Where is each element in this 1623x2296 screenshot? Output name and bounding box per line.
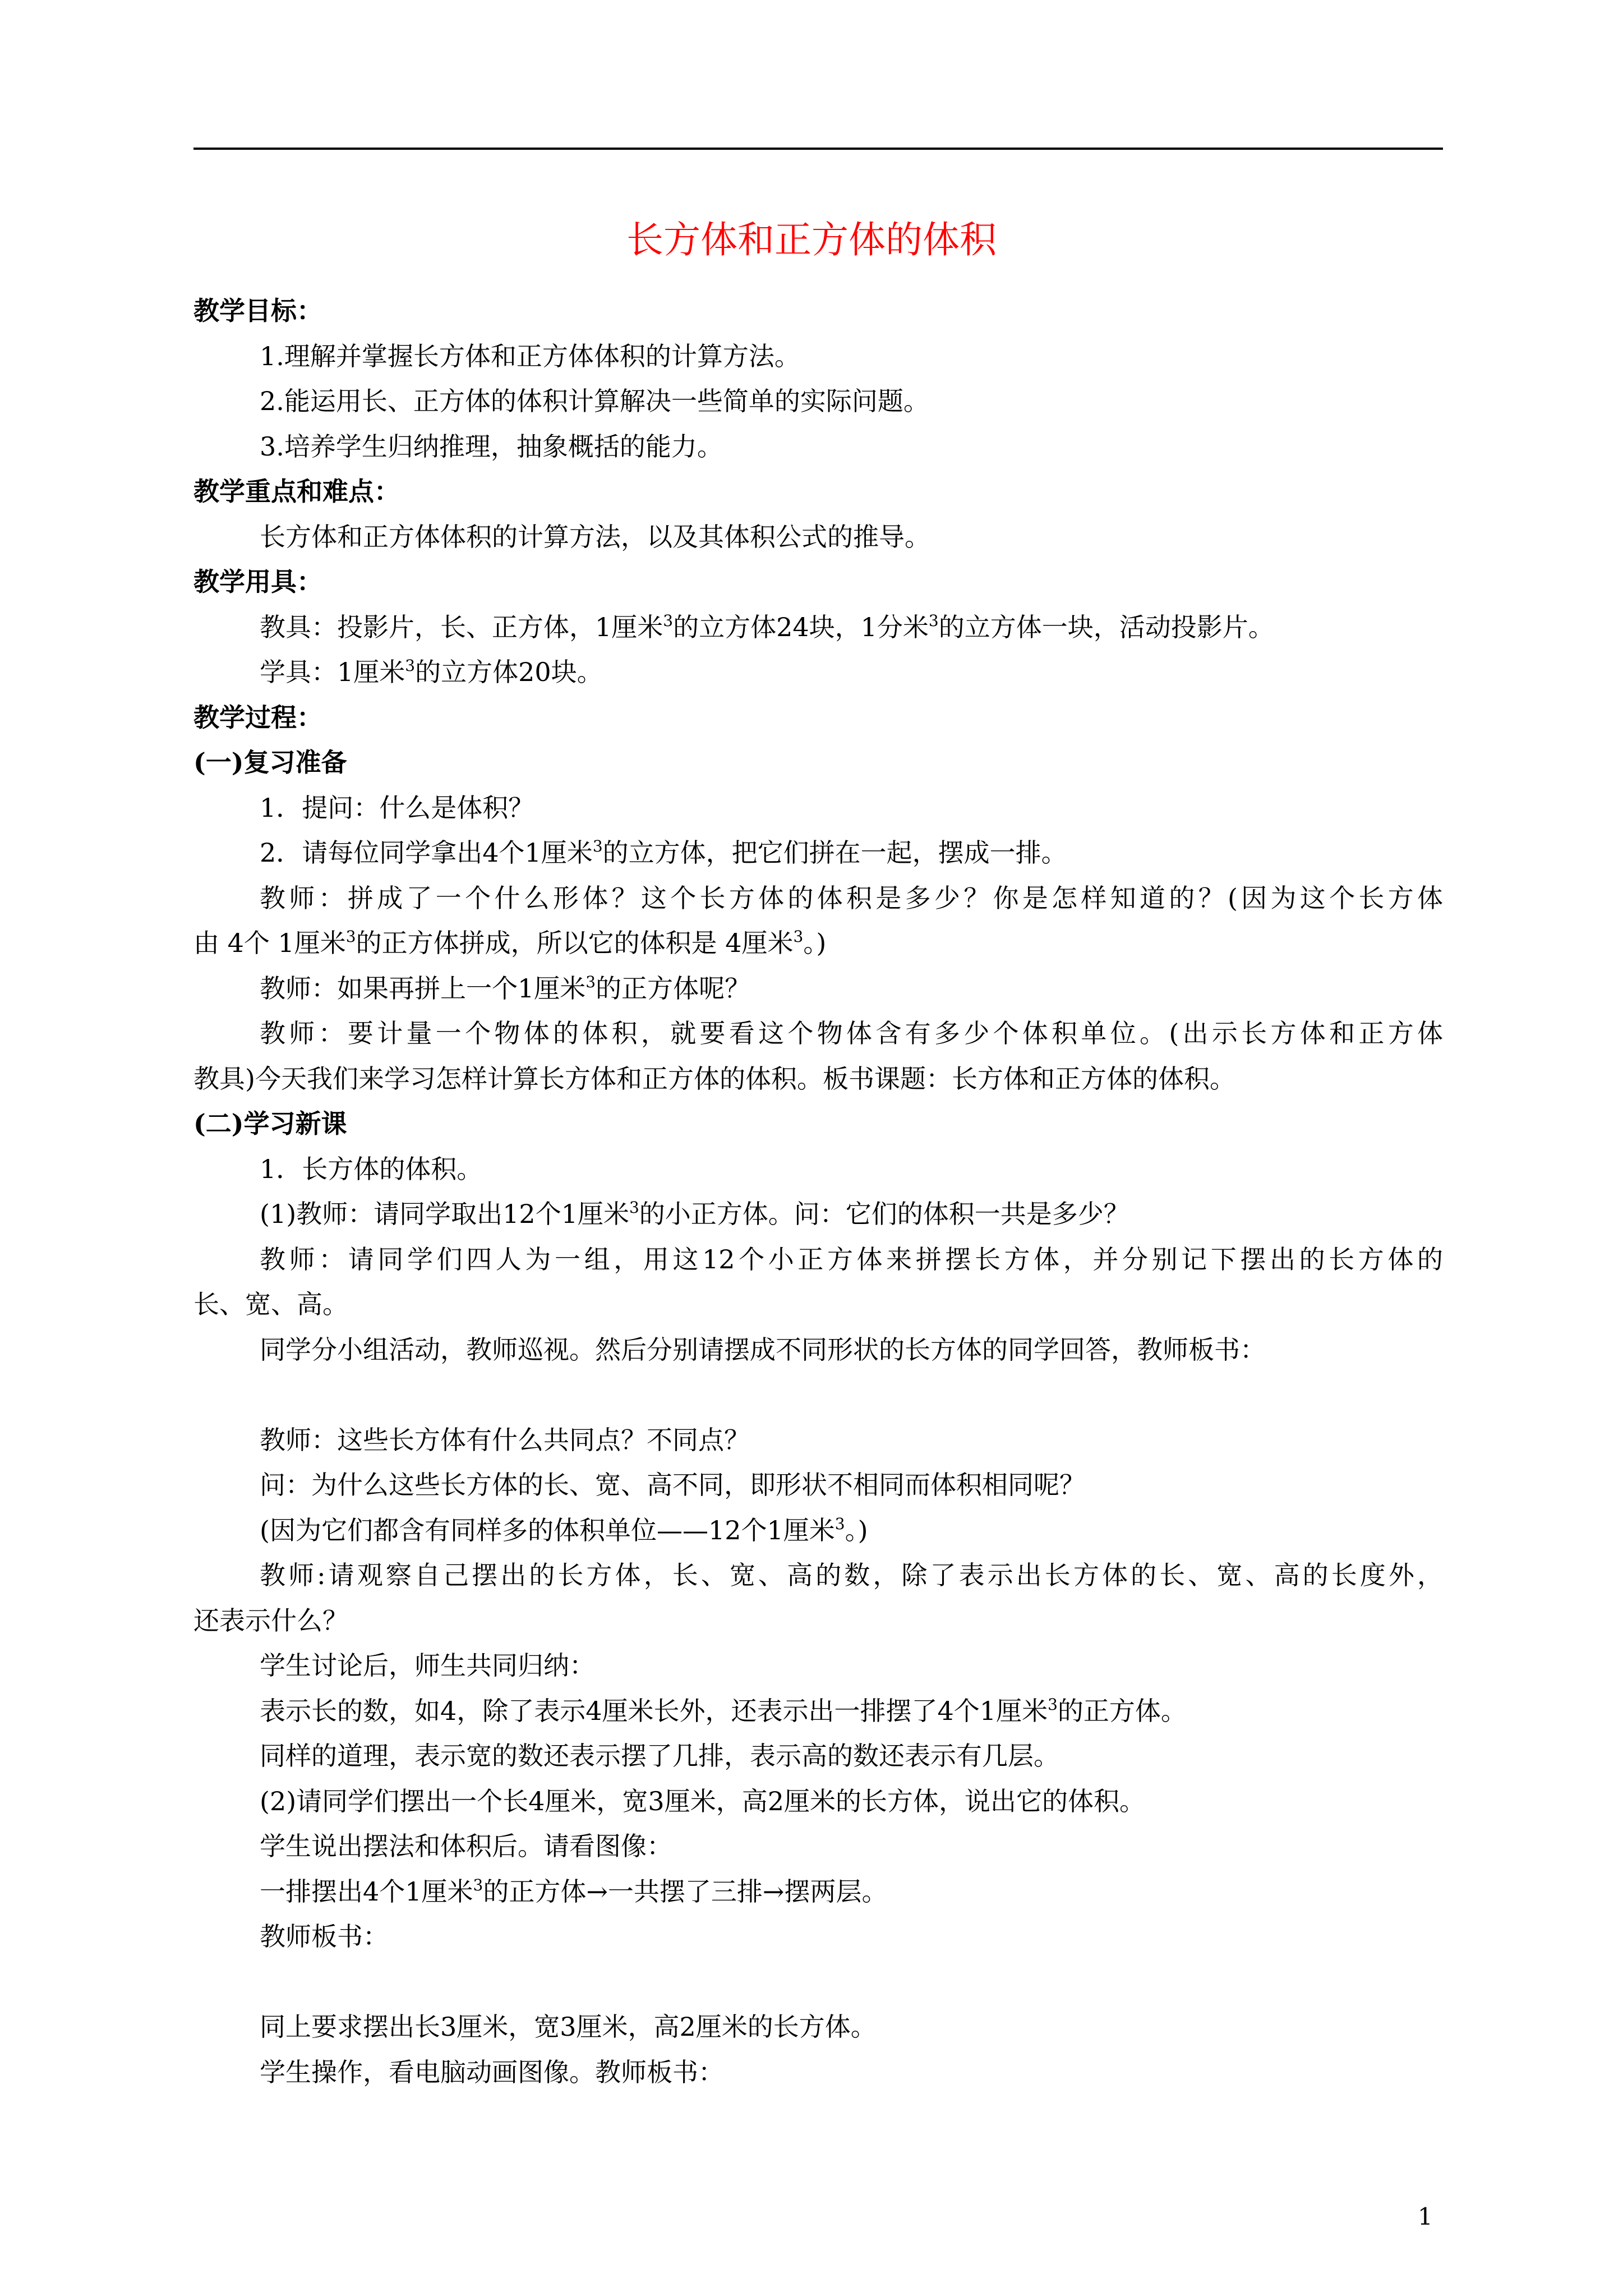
- text-run: 表示长的数，如4，除了表示4厘米长外，还表示出一排摆了4个1厘米: [260, 1695, 1048, 1726]
- paragraph-line: 学生操作，看电脑动画图像。教师板书：: [260, 2056, 724, 2087]
- paragraph-line: (2)请同学们摆出一个长4厘米，宽3厘米，高2厘米的长方体，说出它的体积。: [260, 1786, 1145, 1816]
- paragraph-line: [193, 830, 1443, 876]
- paragraph-line: 教具)今天我们来学习怎样计算长方体和正方体的体积。板书课题：长方体和正方体的体积。: [193, 1063, 1235, 1094]
- paragraph-line: 2.能运用长、正方体的体积计算解决一些简单的实际问题。: [260, 386, 929, 416]
- paragraph-line: 教师:请观察自己摆出的长方体，长、宽、高的数，除了表示出长方体的长、宽、高的长度外，: [260, 1560, 1443, 1590]
- superscript: 3: [473, 1875, 483, 1894]
- text-run: 的正方体。: [1057, 1695, 1187, 1726]
- superscript: 3: [663, 611, 674, 630]
- document-title: 长方体和正方体的体积: [626, 218, 997, 261]
- superscript: 3: [793, 927, 804, 946]
- text-run: (因为它们都含有同样多的体积单位——12个1厘米: [260, 1515, 835, 1545]
- paragraph-line: 长、宽、高。: [193, 1289, 348, 1319]
- paragraph-line: 长方体和正方体体积的计算方法，以及其体积公式的推导。: [260, 521, 930, 552]
- blank-line: [193, 1372, 1443, 1418]
- paragraph-line: 1．提问：什么是体积？: [260, 792, 534, 823]
- section-heading: 教学重点和难点：: [193, 476, 400, 507]
- paragraph-line: 1．长方体的体积。: [260, 1153, 483, 1184]
- paragraph-line: 学生说出摆法和体积后。请看图像：: [260, 1831, 672, 1861]
- superscript: 3: [345, 927, 356, 946]
- text-run: 教师：如果再拼上一个1厘米: [260, 973, 586, 1004]
- text-run: 学具：1厘米: [260, 657, 405, 687]
- paragraph-line: 教师板书：: [260, 1921, 389, 1952]
- header-rule: [193, 148, 1443, 150]
- paragraph-line: [193, 1688, 1443, 1734]
- paragraph-line: 3.培养学生归纳推理，抽象概括的能力。: [260, 431, 723, 462]
- section-heading: 教学过程：: [193, 702, 322, 733]
- section-heading: (一)复习准备: [193, 747, 347, 777]
- section-heading: 教学目标：: [193, 296, 322, 326]
- superscript: 3: [629, 1198, 639, 1217]
- section-heading: (二)学习新课: [193, 1108, 347, 1139]
- text-run: 。): [845, 1515, 868, 1545]
- paragraph-line: [193, 966, 1443, 1011]
- superscript: 3: [1048, 1695, 1058, 1714]
- superscript: 3: [405, 656, 416, 675]
- paragraph-line: [193, 921, 1443, 966]
- paragraph-line: 同样的道理，表示宽的数还表示摆了几排，表示高的数还表示有几层。: [260, 1741, 1059, 1771]
- paragraph-line: 教师：请同学们四人为一组，用这12个小正方体来拼摆长方体，并分别记下摆出的长方体的: [260, 1244, 1443, 1274]
- paragraph-line: 学生讨论后，师生共同归纳：: [260, 1650, 595, 1681]
- text-run: 的立方体，把它们拼在一起，摆成一排。: [602, 838, 1067, 868]
- text-run: 一排摆出4个1厘米: [260, 1876, 473, 1907]
- superscript: 3: [834, 1514, 845, 1533]
- paragraph-line: 教师：要计量一个物体的体积，就要看这个物体含有多少个体积单位。(出示长方体和正方体: [260, 1018, 1443, 1048]
- text-run: 的正方体→一共摆了三排→摆两层。: [483, 1876, 888, 1907]
- text-run: 的立方体24块，1分米: [673, 611, 929, 642]
- paragraph-line: 教师：拼成了一个什么形体？这个长方体的体积是多少？你是怎样知道的？(因为这个长方体: [260, 882, 1443, 913]
- paragraph-line: [193, 605, 1443, 650]
- paragraph-line: 教师：这些长方体有什么共同点？不同点？: [260, 1424, 750, 1455]
- text-run: 。): [803, 928, 827, 958]
- document-body: [193, 288, 1443, 2095]
- superscript: 3: [928, 611, 939, 630]
- page-number: 1: [1418, 2203, 1433, 2230]
- text-run: (1)教师：请同学取出12个1厘米: [260, 1199, 629, 1229]
- paragraph-line: [193, 650, 1443, 695]
- superscript: 3: [585, 972, 596, 991]
- text-run: 的正方体呢？: [596, 973, 751, 1004]
- paragraph-line: 还表示什么？: [193, 1605, 348, 1636]
- text-run: 的立方体一块，活动投影片。: [938, 611, 1274, 642]
- paragraph-line: [193, 1869, 1443, 1915]
- text-run: 的立方体20块。: [415, 657, 603, 687]
- paragraph-line: [193, 1508, 1443, 1553]
- text-run: 的小正方体。问：它们的体积一共是多少？: [639, 1199, 1129, 1229]
- paragraph-line: [193, 1191, 1443, 1237]
- superscript: 3: [592, 837, 603, 855]
- text-run: 由 4个 1厘米: [193, 928, 346, 958]
- paragraph-line: 同上要求摆出长3厘米，宽3厘米，高2厘米的长方体。: [260, 2012, 877, 2042]
- paragraph-line: 1.理解并掌握长方体和正方体体积的计算方法。: [260, 341, 800, 371]
- paragraph-line: 问：为什么这些长方体的长、宽、高不同，即形状不相同而体积相同呢？: [260, 1470, 1085, 1500]
- text-run: 教具：投影片，长、正方体，1厘米: [260, 611, 663, 642]
- section-heading: 教学用具：: [193, 567, 322, 597]
- paragraph-line: 同学分小组活动，教师巡视。然后分别请摆成不同形状的长方体的同学回答，教师板书：: [260, 1334, 1266, 1365]
- blank-line: [193, 1959, 1443, 2005]
- text-run: 的正方体拼成，所以它的体积是 4厘米: [356, 928, 794, 958]
- text-run: 2．请每位同学拿出4个1厘米: [260, 838, 593, 868]
